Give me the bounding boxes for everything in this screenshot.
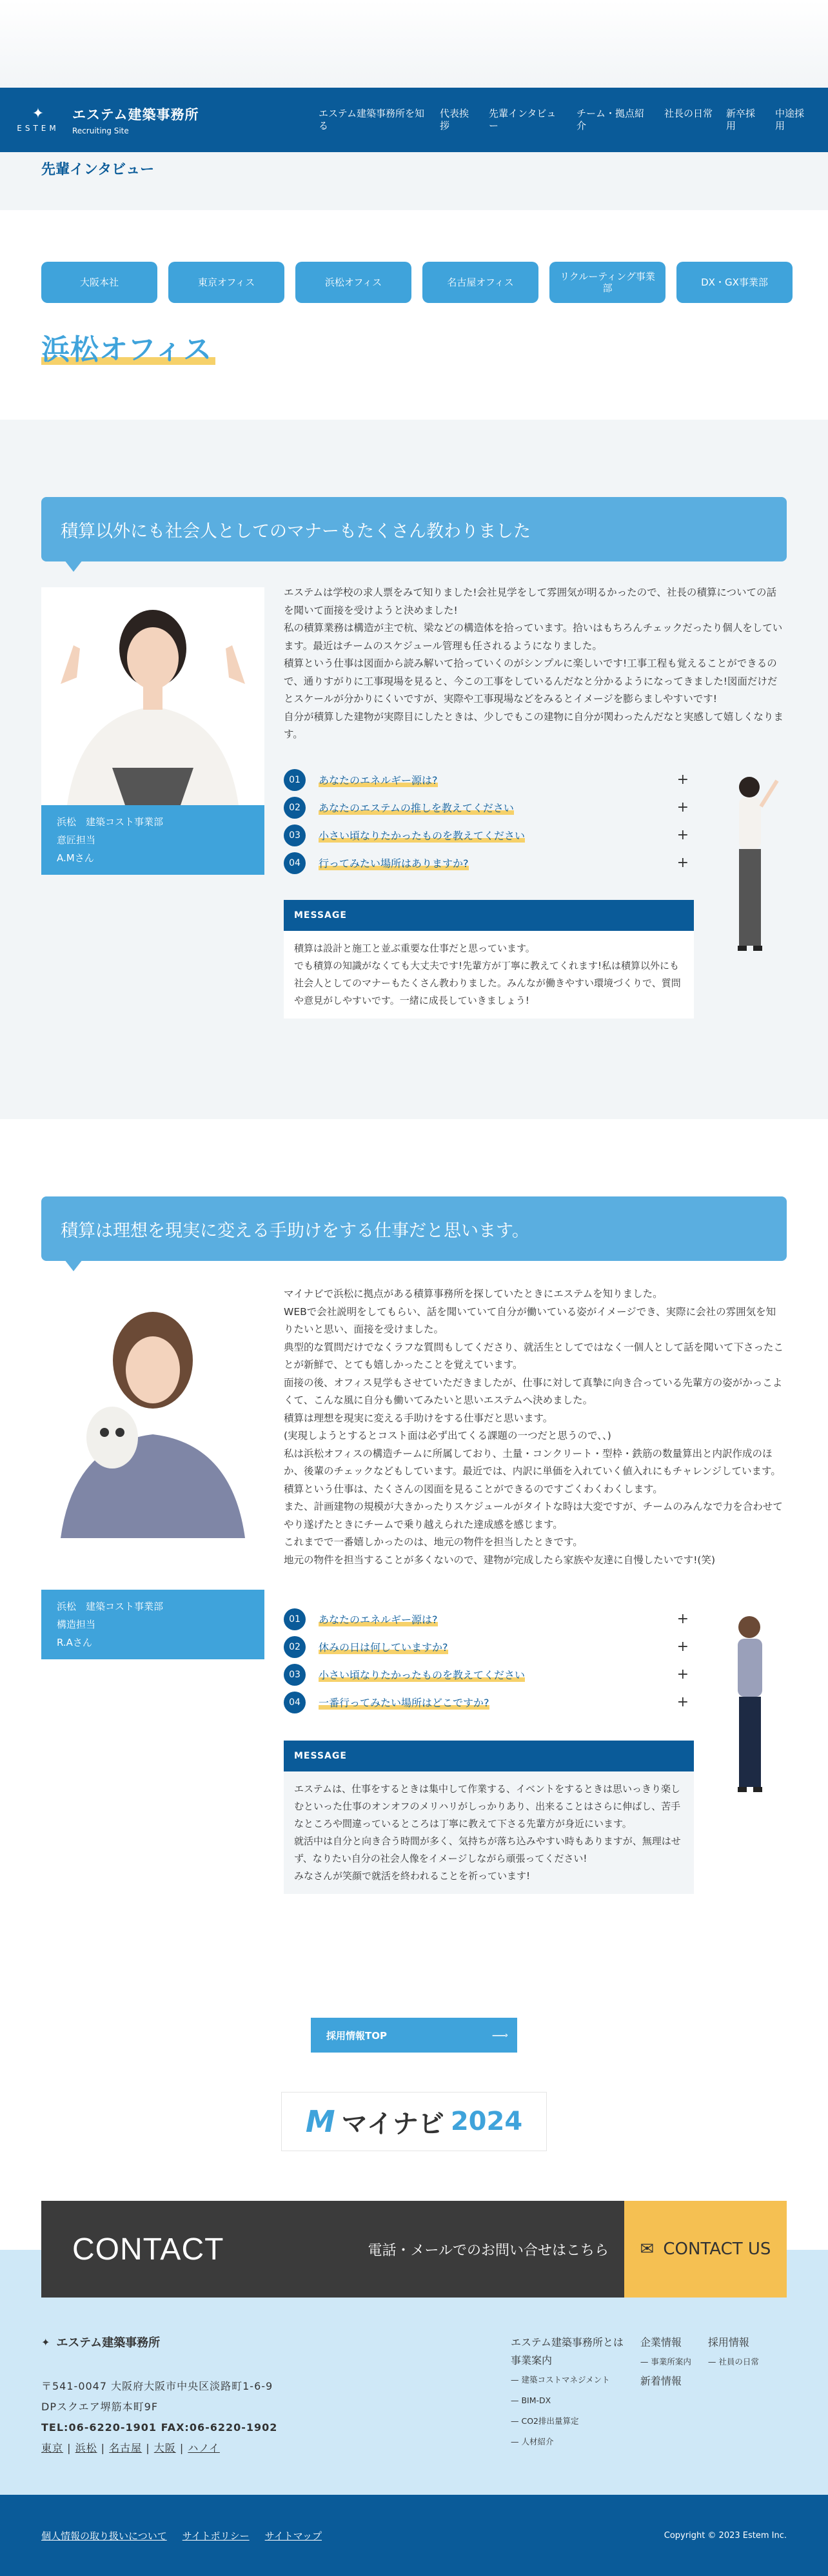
interview-headline: 積算は理想を現実に変える手助けをする仕事だと思います。: [41, 1196, 787, 1261]
expand-plus-icon[interactable]: +: [676, 1694, 689, 1710]
profile-caption: [41, 805, 264, 875]
expand-plus-icon[interactable]: +: [676, 1666, 689, 1683]
office-title: 浜松オフィス: [41, 326, 215, 365]
question-item[interactable]: [284, 1661, 689, 1688]
question-number: 02: [284, 1636, 306, 1658]
nav-new-grad[interactable]: 新卒採用: [726, 108, 756, 132]
question-list: [284, 1605, 689, 1716]
question-text: あなたのエネルギー源は?: [319, 1612, 438, 1626]
caption-name: A.Mさん: [57, 852, 94, 864]
contact-title: CONTACT: [72, 2232, 224, 2267]
contact-desc: 電話・メールでのお問い合せはこちら: [368, 2242, 609, 2259]
contact-us-button[interactable]: [624, 2201, 787, 2298]
office-links: 東京 | 浜松 | 名古屋 | 大阪 | ハノイ: [41, 2442, 220, 2454]
logo[interactable]: [15, 107, 61, 133]
question-number: 01: [284, 1608, 306, 1630]
footer-link-staffing[interactable]: — 人材紹介: [511, 2437, 554, 2446]
portrait-photo: [41, 587, 264, 805]
office-tabs-area: [0, 210, 828, 420]
footer-link-business[interactable]: 事業案内: [511, 2354, 553, 2366]
caption-role: 構造担当: [57, 1619, 96, 1630]
question-text: 一番行ってみたい場所はどこですか?: [319, 1695, 489, 1710]
footer-columns: [511, 2334, 759, 2452]
fullbody-photo: [709, 1609, 793, 1815]
logo-symbol-icon: ✦: [41, 2336, 50, 2348]
mynavi-logo-icon: M: [305, 2104, 335, 2139]
question-text: 行ってみたい場所はありますか?: [319, 855, 469, 870]
logo-text: ESTEM: [17, 124, 59, 133]
office-link-nagoya[interactable]: 名古屋: [109, 2442, 143, 2454]
question-item[interactable]: [284, 1688, 689, 1716]
expand-plus-icon[interactable]: +: [676, 1639, 689, 1655]
footer-link-recruit[interactable]: 採用情報: [707, 2336, 749, 2348]
message-box: [284, 1741, 694, 1894]
question-number: 03: [284, 1664, 306, 1686]
office-link-tokyo[interactable]: 東京: [41, 2442, 64, 2454]
site-header: [0, 88, 828, 152]
address-line-1: 〒541-0047 大阪府大阪市中央区淡路町1-6-9: [41, 2380, 273, 2392]
nav-interview[interactable]: 先輩インタビュー: [489, 108, 557, 132]
footer-link-staff-daily[interactable]: — 社員の日常: [707, 2357, 759, 2366]
question-item[interactable]: [284, 1605, 689, 1633]
footer-link-co2[interactable]: — CO2排出量算定: [511, 2416, 579, 2426]
nav-president-daily[interactable]: 社長の日常: [664, 108, 713, 119]
tab-hamamatsu[interactable]: 浜松オフィス: [295, 262, 411, 303]
tab-nagoya[interactable]: 名古屋オフィス: [422, 262, 538, 303]
sitemap-link[interactable]: サイトマップ: [264, 2530, 322, 2542]
interview-section-1: [0, 420, 828, 1119]
footer-col-company: [511, 2334, 624, 2452]
tab-recruiting[interactable]: リクルーティング事業部: [549, 262, 665, 303]
footer-link-offices[interactable]: — 事業所案内: [640, 2357, 691, 2366]
interview-headline: 積算以外にも社会人としてのマナーもたくさん教わりました: [41, 497, 787, 561]
copyright: Copyright © 2023 Estem Inc.: [664, 2530, 787, 2541]
page-title: 先輩インタビュー: [41, 162, 155, 178]
cta-label: 採用情報TOP: [326, 2029, 387, 2042]
office-link-osaka[interactable]: 大阪: [153, 2442, 176, 2454]
fullbody-photo: [709, 768, 793, 974]
footer: [41, 2334, 787, 2495]
footer-logo-text: エステム建築事務所: [56, 2336, 161, 2350]
question-text: 小さい頃なりたかったものを教えてください: [319, 828, 525, 843]
question-text: 小さい頃なりたかったものを教えてください: [319, 1667, 525, 1682]
portrait-photo: [41, 1289, 264, 1538]
mynavi-year: 2024: [450, 2107, 523, 2136]
message-body: エステムは、仕事をするときは集中して作業する、イベントをするときは思いっきり楽しむといった仕事のオンオフのメリハリがしっかりあり、出来ることはさらに伸ばし、苦手なところや間違っているところは丁寧に教えて下さる先輩方が身近にいます。 就活中は自分と向き合う時間が多く、気持ちが落ち込みやすい時もありますが、無理はせず、なりたい自分の社会人像をイメージしながら頑張ってください! みなさんが笑顔で就活を終われることを祈っています!: [294, 1783, 681, 1882]
brand-sub: Recruiting Site: [72, 126, 129, 135]
question-item[interactable]: [284, 766, 689, 794]
tel-fax: TEL:06-6220-1901 FAX:06-6220-1902: [41, 2421, 278, 2434]
interview-body: エステムは学校の求人票をみて知りました!会社見学をして雰囲気が明るかったので、社長の積算についての話を聞いて面接を受けようと決めました! 私の積算業務は構造が主で杭、梁などの構造体を拾っています。拾いはもちろんチェックだったり個人をしています。最近はチームのスケジュール管理も任されるようになりました。 積算という仕事は図面から読み解いて拾っていくのがシンプルに楽しいです!工事工程も覚えることができるので、通りすがりに工事現場を見ると、今この工事をしているんだなと分かるようになってきました!図面だけだとスケールが分かりにくいですが、実際や工事現場などをみるとイメージを膨らましやすいです! 自分が積算した建物が実際目にしたときは、少しでもこの建物に自分が関わったんだなと実感して嬉しくなります。: [284, 587, 784, 740]
caption-role: 意匠担当: [57, 834, 96, 846]
question-text: 休みの日は何していますか?: [319, 1639, 448, 1654]
caption-name: R.Aさん: [57, 1637, 92, 1648]
arrow-right-icon: ——›: [492, 2031, 507, 2040]
nav-team[interactable]: チーム・拠点紹介: [577, 108, 645, 132]
office-link-hanoi[interactable]: ハノイ: [188, 2442, 220, 2454]
footer-link-news[interactable]: 新着情報: [640, 2375, 682, 2387]
interview-section-2: [0, 1119, 828, 1925]
message-heading: MESSAGE: [284, 900, 694, 931]
privacy-link[interactable]: 個人情報の取り扱いについて: [41, 2530, 167, 2542]
contact-us-label: CONTACT US: [663, 2239, 771, 2259]
brand-name: エステム建築事務所: [72, 107, 199, 122]
nav-about[interactable]: エステム建築事務所を知る: [319, 108, 424, 132]
office-link-hamamatsu[interactable]: 浜松: [75, 2442, 97, 2454]
footer-col-recruit: [708, 2334, 759, 2452]
mail-icon: ✉: [640, 2239, 655, 2259]
address-line-2: DPスクエア堺筋本町9F: [41, 2401, 159, 2413]
expand-plus-icon[interactable]: +: [676, 772, 689, 788]
caption-department: 浜松 建築コスト事業部: [57, 816, 164, 828]
nav-mid-career[interactable]: 中途採用: [775, 108, 805, 132]
question-item[interactable]: [284, 1633, 689, 1661]
mynavi-banner[interactable]: [281, 2092, 547, 2151]
expand-plus-icon[interactable]: +: [676, 799, 689, 815]
question-text: あなたのエステムの推しを教えてください: [319, 800, 514, 815]
footer-link-about[interactable]: エステム建築事務所とは: [511, 2336, 624, 2348]
question-number: 04: [284, 1692, 306, 1713]
question-item[interactable]: [284, 794, 689, 821]
message-heading: MESSAGE: [284, 1741, 694, 1771]
footer-link-bim[interactable]: — BIM-DX: [511, 2395, 551, 2405]
bottom-bar: [0, 2495, 828, 2576]
recruit-top-button[interactable]: [311, 2018, 517, 2053]
expand-plus-icon[interactable]: +: [676, 1611, 689, 1627]
office-tabs: [41, 262, 793, 303]
question-number: 04: [284, 852, 306, 874]
brand[interactable]: [72, 104, 199, 135]
question-item[interactable]: [284, 849, 689, 877]
nav-greeting[interactable]: 代表挨拶: [440, 108, 469, 132]
profile-caption: [41, 1590, 264, 1659]
tab-dx-gx[interactable]: DX・GX事業部: [676, 262, 793, 303]
question-number: 02: [284, 797, 306, 819]
logo-symbol-icon: ✦: [32, 106, 44, 122]
expand-plus-icon[interactable]: +: [676, 855, 689, 871]
top-space: [0, 0, 828, 88]
question-number: 01: [284, 769, 306, 791]
footer-link-cost[interactable]: — 建築コストマネジメント: [511, 2375, 610, 2385]
page-title-bar: [0, 152, 828, 210]
tab-tokyo[interactable]: 東京オフィス: [168, 262, 284, 303]
message-box: [284, 900, 694, 1019]
question-item[interactable]: [284, 821, 689, 849]
policy-links: [41, 2529, 322, 2542]
footer-link-corporate[interactable]: 企業情報: [640, 2336, 682, 2348]
question-list: [284, 766, 689, 877]
expand-plus-icon[interactable]: +: [676, 827, 689, 843]
mynavi-name: マイナビ: [341, 2109, 444, 2139]
contact-band: [41, 2201, 787, 2298]
interview-body: マイナビで浜松に拠点がある積算事務所を探していたときにエステムを知りました。 WEBで会社説明をしてもらい、話を聞いていて自分が働いている姿がイメージでき、実際に会社の雰囲気を知りたいと思い、面接を受けました。 典型的な質問だけでなくラフな質問もしてくださり、就活生としてではなく一個人として話を聞いて下さったことが新鮮で、とても嬉しかったことを覚えています。 面接の後、オフィス見学もさせていただきましたが、仕事に対して真摯に向き合っている先輩方の姿がかっこよくて、こんな風に自分も働いてみたいと思いエステムへ決めました。 積算は理想を現実に変える手助けをする仕事だと思います。 (実現しようとするとコスト面は必ず出てくる課題の一つだと思うので、、) 私は浜松オフィスの構造チームに所属しており、土量・コンクリート・型枠・鉄筋の数量算出と内訳作成のほか、後輩のチェックなどもしています。最近では、内訳に単価を入れていく値入れにもチャレンジしています。 積算という仕事は、たくさんの図面を見ることができるのですごくわくわくします。 また、計画建物の規模が大きかったりスケジュールがタイトな時は大変ですが、チームのみんなで力を合わせてやり遂げたときにチームで乗り越えられた達成感を感じます。 これまでで一番嬉しかったのは、地元の物件を担当したときです。 地元の物件を担当することが多くないので、建物が完成したら家族や友達に自慢したいです!(笑): [284, 1288, 784, 1566]
question-number: 03: [284, 825, 306, 846]
message-body: 積算は設計と施工と並ぶ重要な仕事だと思っています。 でも積算の知識がなくても大丈夫です!先輩方が丁寧に教えてくれます!私は積算以外にも社会人としてのマナーもたくさん教わりました。みんなが働きやすい環境づくりで、質問や意見がしやすいです。一緒に成長していきましょう!: [294, 942, 681, 1006]
site-policy-link[interactable]: サイトポリシー: [182, 2530, 250, 2542]
caption-department: 浜松 建築コスト事業部: [57, 1601, 164, 1612]
global-nav: [225, 108, 813, 132]
question-text: あなたのエネルギー源は?: [319, 772, 438, 787]
tab-osaka[interactable]: 大阪本社: [41, 262, 157, 303]
footer-col-corporate: [640, 2334, 691, 2452]
contact-left: [41, 2201, 624, 2298]
